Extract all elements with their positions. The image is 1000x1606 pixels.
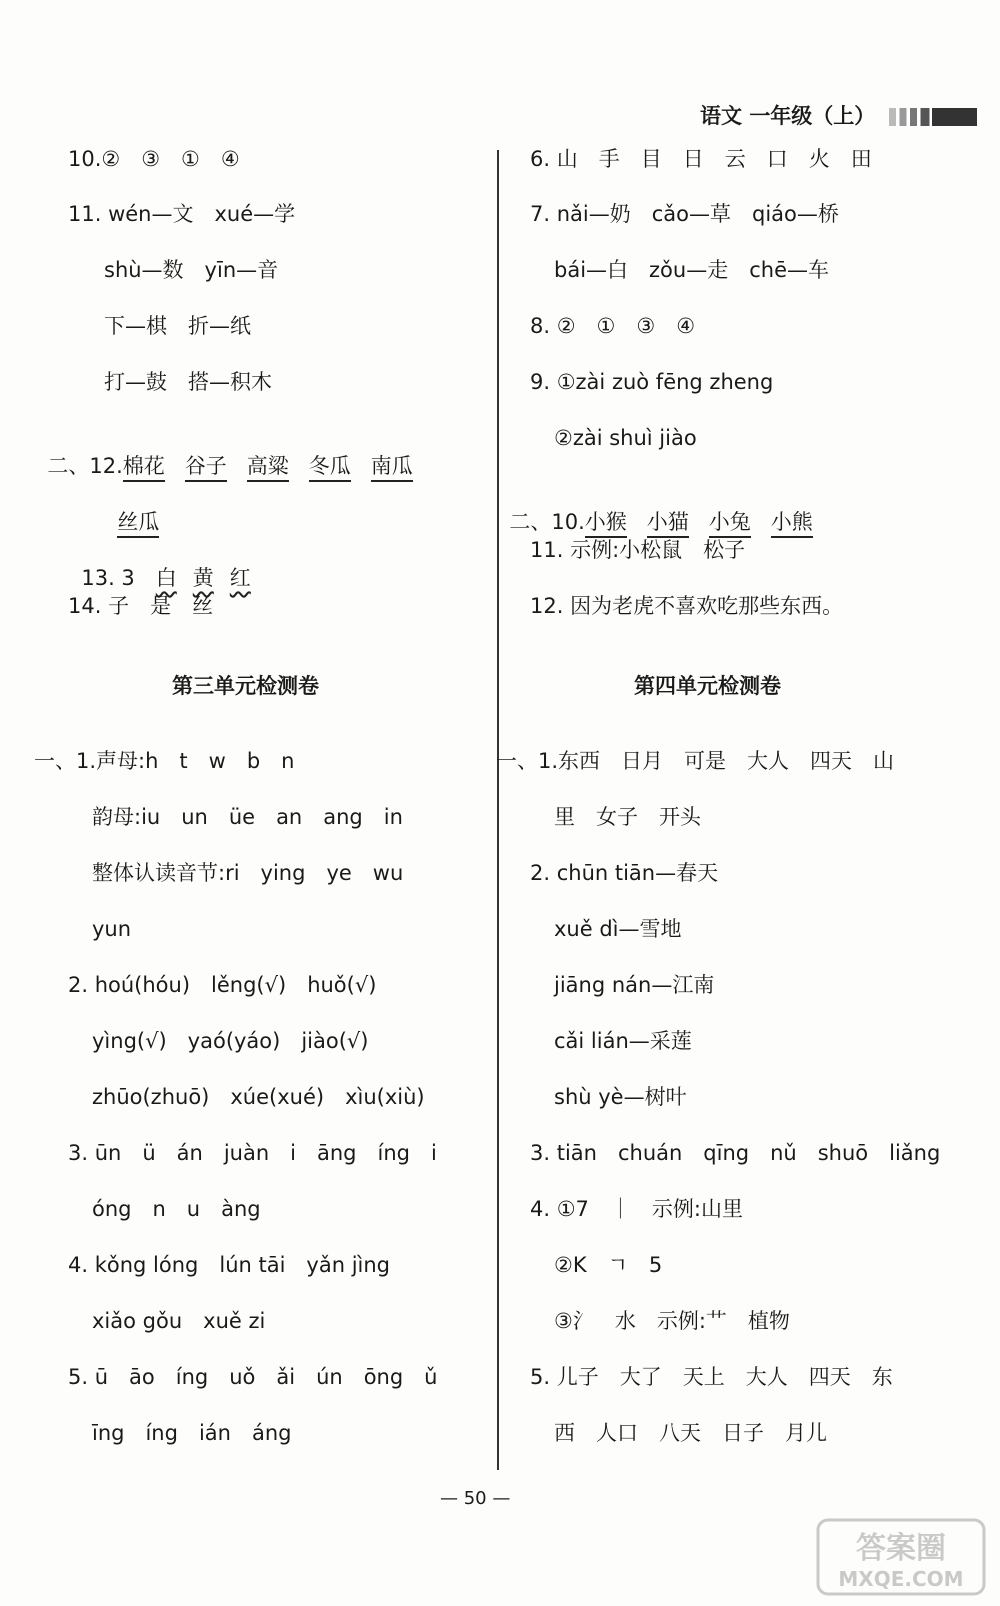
answer-line: óng n u àng	[92, 1197, 261, 1221]
answer-line: 3. tiān chuán qīng nǔ shuō liǎng	[530, 1141, 941, 1165]
answer-line: cǎi lián—采莲	[554, 1029, 692, 1053]
wavy-word: 红	[229, 566, 251, 590]
answer-line: 7. nǎi—奶 cǎo—草 qiáo—桥	[530, 202, 839, 226]
answer-line: 下—棋 折—纸	[104, 314, 251, 338]
page-number: — 50 —	[440, 1488, 511, 1509]
underlined-word: 小兔	[709, 510, 751, 538]
answer-line-wavy	[68, 536, 267, 592]
answer-line: 一、1.声母:h t w b n	[34, 749, 295, 773]
answer-line: 4. ①7 ｜ 示例:山里	[530, 1197, 743, 1221]
answer-line: jiāng nán—江南	[554, 973, 715, 997]
answer-line: xuě dì—雪地	[554, 917, 682, 941]
underlined-word: 小熊	[771, 510, 813, 538]
subject: 语文	[700, 104, 742, 128]
answer-line: ②K ㄱ 5	[554, 1253, 663, 1277]
answer-line: xiǎo gǒu xuě zi	[92, 1309, 266, 1333]
answer-line: īng íng ián áng	[92, 1421, 292, 1445]
underlined-word: 冬瓜	[309, 454, 351, 482]
answer-line: shù yè—树叶	[554, 1085, 687, 1109]
wavy-word: 白	[155, 566, 177, 590]
watermark-logo-icon	[816, 1518, 986, 1596]
item-prefix: 二、10.	[509, 510, 585, 534]
item-prefix: 13. 3	[81, 566, 135, 590]
answer-line: 14. 子 是 丝	[68, 594, 214, 618]
answer-line: 11. 示例:小松鼠 松子	[530, 538, 746, 562]
answer-line: 8. ② ① ③ ④	[530, 314, 696, 338]
answer-line: zhūo(zhuō) xúe(xué) xìu(xiù)	[92, 1085, 425, 1109]
answer-line: ②zài shuì jiào	[554, 426, 697, 450]
answer-line: yìng(√) yaó(yáo) jiào(√)	[92, 1029, 369, 1053]
answer-line: 3. ūn ü án juàn i āng íng i	[68, 1141, 437, 1165]
underlined-word: 小猫	[647, 510, 689, 538]
answer-line: 12. 因为老虎不喜欢吃那些东西。	[530, 594, 844, 618]
answer-line: 西 人口 八天 日子 月儿	[554, 1421, 827, 1445]
answer-line-underlined	[104, 480, 179, 536]
underlined-word: 丝瓜	[117, 510, 159, 538]
watermark-text: 答案圈	[856, 1531, 946, 1566]
answer-line: 韵母:iu un üe an ang in	[92, 805, 403, 829]
answer-line: 9. ①zài zuò fēng zheng	[530, 370, 774, 394]
answer-line: 打—鼓 搭—积木	[104, 370, 272, 394]
header-bar-decoration	[889, 108, 977, 126]
column-divider	[497, 150, 499, 1470]
underlined-word: 谷子	[185, 454, 227, 482]
grade: 一年级（上）	[749, 104, 876, 128]
page-header	[700, 100, 977, 130]
answer-line: shù—数 yīn—音	[104, 258, 279, 282]
wavy-word: 黄	[192, 566, 214, 590]
underlined-word: 高粱	[247, 454, 289, 482]
section-title: 第三单元检测卷	[172, 674, 319, 698]
underlined-word: 小猴	[585, 510, 627, 538]
answer-line: 4. kǒng lóng lún tāi yǎn jìng	[68, 1253, 391, 1277]
item-prefix: 二、12.	[47, 454, 123, 478]
answer-line: 6. 山 手 目 日 云 口 火 田	[530, 147, 872, 171]
answer-line: 2. chūn tiān—春天	[530, 861, 719, 885]
answer-line: 2. hoú(hóu) lěng(√) huǒ(√)	[68, 973, 377, 997]
answer-line: 5. ū āo íng uǒ ǎi ún ōng ǔ	[68, 1365, 438, 1389]
answer-line: 10.② ③ ① ④	[68, 147, 240, 171]
watermark-url: MXQE.COM	[838, 1567, 964, 1591]
answer-line: 5. 儿子 大了 天上 大人 四天 东	[530, 1365, 893, 1389]
answer-line: 11. wén—文 xué—学	[68, 202, 296, 226]
underlined-word: 南瓜	[371, 454, 413, 482]
answer-line: yun	[92, 917, 132, 941]
answer-line: bái—白 zǒu—走 chē—车	[554, 258, 829, 282]
answer-line-underlined	[496, 480, 833, 536]
answer-line-underlined	[34, 424, 433, 480]
underlined-word: 棉花	[123, 454, 165, 482]
section-title: 第四单元检测卷	[634, 674, 781, 698]
answer-line: 里 女子 开头	[554, 805, 701, 829]
answer-line: 一、1.东西 日月 可是 大人 四天 山	[496, 749, 895, 773]
answer-line: ③氵 水 示例:艹 植物	[554, 1309, 790, 1333]
answer-line: 整体认读音节:ri ying ye wu	[92, 861, 404, 885]
